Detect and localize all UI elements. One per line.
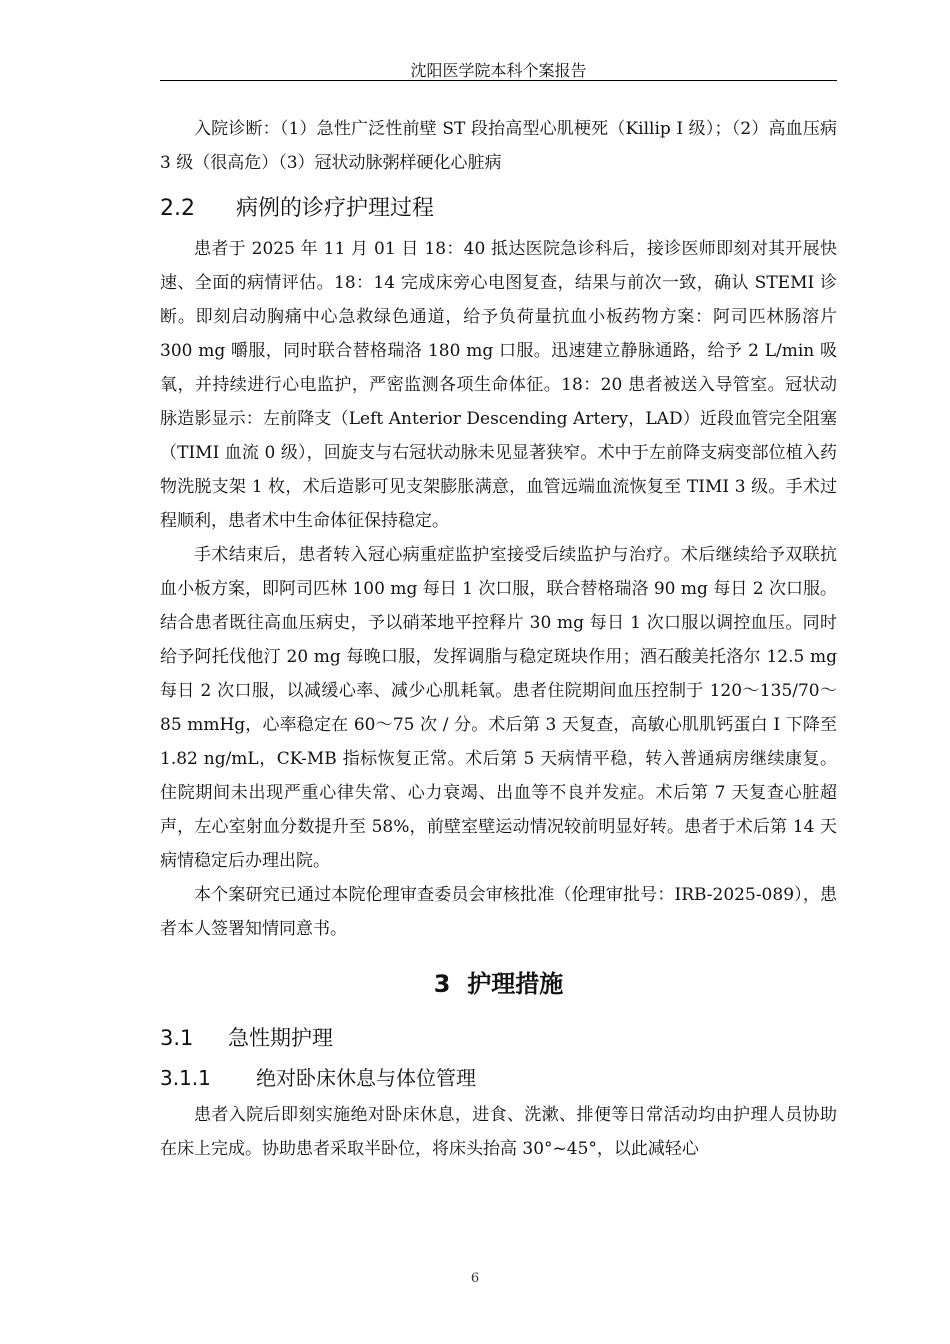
paragraph: 手术结束后，患者转入冠心病重症监护室接受后续监护与治疗。术后继续给予双联抗血小板方案，即阿司匹林 100 mg 每日 1 次口服，联合替格瑞洛 90 mg 每日 2 次口服。结合患者既往高血压病史，予以硝苯地平控释片 30 mg 每日 1 次口服以调控血压。同时给予阿托伐他汀 20 mg 每晚口服，发挥调脂与稳定斑块作用；酒石酸美托洛尔 12.5 mg 每日 2 次口服，以减缓心率、减少心肌耗氧。患者住院期间血压控制于 120～135/70～85 mmHg，心率稳定在 60～75 次 / 分。术后第 3 天复查，高敏心肌肌钙蛋白 I 下降至 1.82 ng/mL，CK-MB 指标恢复正常。术后第 5 天病情平稳，转入普通病房继续康复。住院期间未出现严重心律失常、心力衰竭、出血等不良并发症。术后第 7 天复查心脏超声，左心室射血分数提升至 58%，前壁室壁运动情况较前明显好转。患者于术后第 14 天病情稳定后办理出院。 [160,545,837,871]
section-number: 2.2 [160,196,195,221]
page-number: 6 [470,1271,480,1286]
chapter-number: 3 [433,970,451,998]
section-number: 3.1 [160,1026,194,1050]
paragraph: 患者入院后即刻实施绝对卧床休息，进食、洗漱、排便等日常活动均由护理人员协助在床上完成。协助患者采取半卧位，将床头抬高 30°~45°，以此减轻心 [160,1105,837,1159]
section-title: 急性期护理 [228,1026,333,1050]
admission-diagnosis: 入院诊断：（1）急性广泛性前壁 ST 段抬高型心肌梗死（Killip I 级）；（2）高血压病 3 级（很高危）（3）冠状动脉粥样硬化心脏病 [160,119,837,173]
section-2-2-heading [160,192,837,226]
section-3-1-1-heading [160,1062,837,1094]
chapter-title: 护理措施 [467,970,564,998]
paragraph: 本个案研究已通过本院伦理审查委员会审核批准（伦理审批号：IRB-2025-089），患者本人签署知情同意书。 [160,885,837,939]
header-rule [160,80,837,81]
paragraph: 患者于 2025 年 11 月 01 日 18：40 抵达医院急诊科后，接诊医师即刻对其开展快速、全面的病情评估。18：14 完成床旁心电图复查，结果与前次一致，确认 STEMI 诊断。即刻启动胸痛中心急救绿色通道，给予负荷量抗血小板药物方案：阿司匹林肠溶片 300 mg 嚼服，同时联合替格瑞洛 180 mg 口服。迅速建立静脉通路，给予 2 L/min 吸氧，并持续进行心电监护，严密监测各项生命体征。18：20 患者被送入导管室。冠状动脉造影显示：左前降支（Left Anterior Descending Artery，LAD）近段血管完全阻塞（TIMI 血流 0 级），回旋支与右冠状动脉未见显著狭窄。术中于左前降支病变部位植入药物洗脱支架 1 枚，术后造影可见支架膨胀满意，血管远端血流恢复至 TIMI 3 级。手术过程顺利，患者术中生命体征保持稳定。 [160,239,837,531]
body-content [160,112,837,1166]
section-3-1-heading [160,1022,837,1054]
section-number: 3.1.1 [160,1066,211,1090]
section-title: 病例的诊疗护理过程 [236,196,435,221]
chapter-3-heading [160,964,837,1004]
page-header: 沈阳医学院本科个案报告 [410,61,587,80]
section-title: 绝对卧床休息与体位管理 [256,1066,476,1090]
